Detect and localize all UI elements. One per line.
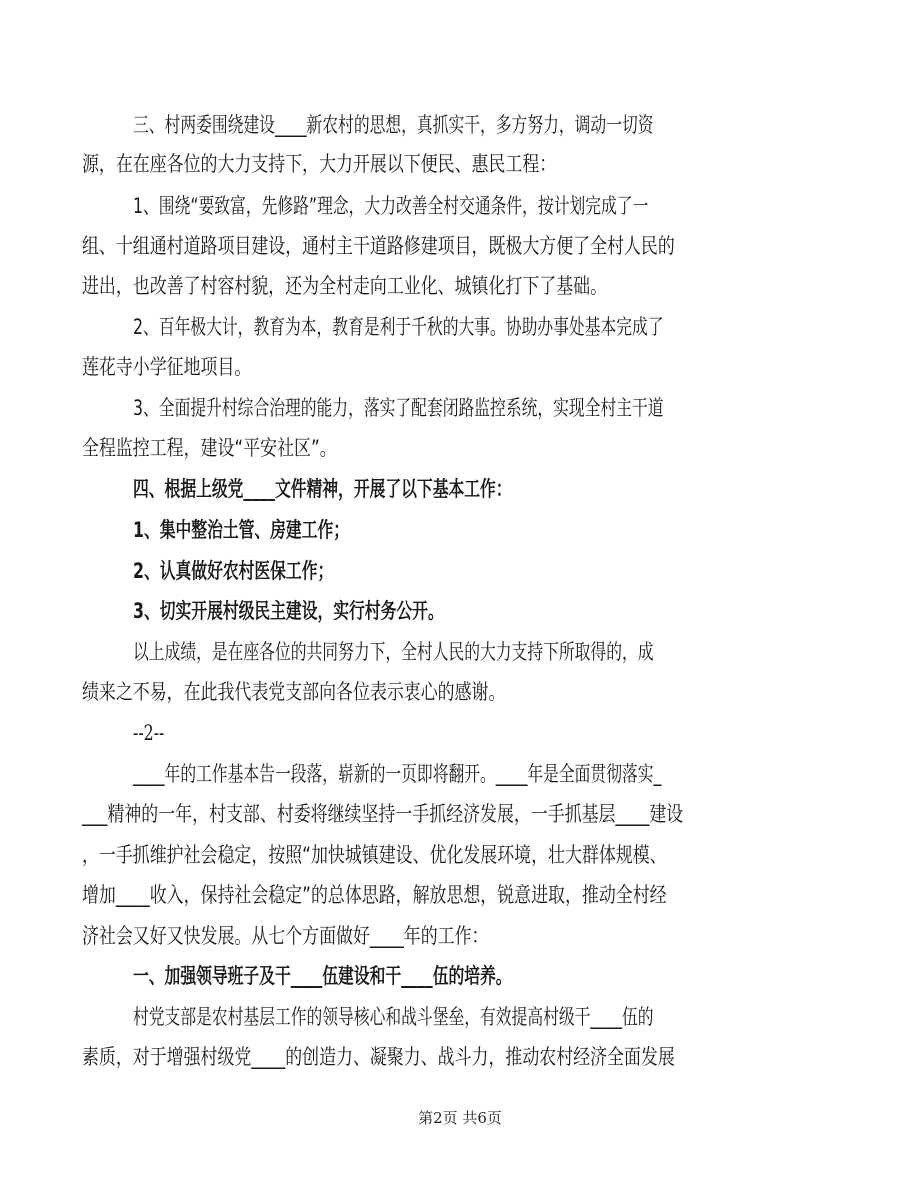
page-separator: --2-- bbox=[133, 721, 165, 745]
section-heading: 四、根据上级党____文件精神，开展了以下基本工作： bbox=[133, 477, 512, 501]
page-number-footer: 第2页 共6页 bbox=[418, 1109, 502, 1127]
paragraph-line: 三、村两委围绕建设____新农村的思想，真抓实干，多方努力，调动一切资 bbox=[133, 113, 654, 137]
paragraph-line: 全程监控工程，建设“平安社区”。 bbox=[82, 436, 337, 460]
paragraph-line: 1、围绕“要致富，先修路”理念，大力改善全村交通条件，按计划完成了一 bbox=[133, 194, 649, 218]
list-item: 2、认真做好农村医保工作； bbox=[133, 559, 334, 583]
paragraph-line: 素质，对于增强村级党____的创造力、凝聚力、战斗力，推动农村经济全面发展 bbox=[82, 1045, 675, 1069]
paragraph-line: 以上成绩，是在座各位的共同努力下，全村人民的大力支持下所取得的，成 bbox=[133, 640, 654, 664]
paragraph-line: ，一手抓维护社会稳定，按照“加快城镇建设、优化发展环境，壮大群体规模、 bbox=[82, 843, 667, 867]
list-item: 3、切实开展村级民主建设，实行村务公开。 bbox=[133, 599, 444, 623]
section-heading: 一、加强领导班子及干____伍建设和干____伍的培养。 bbox=[133, 964, 512, 988]
paragraph-line: 莲花寺小学征地项目。 bbox=[82, 355, 252, 379]
paragraph-line: 组、十组通村道路项目建设，通村主干道路修建项目，既极大方便了全村人民的 bbox=[82, 234, 675, 258]
paragraph-line: 增加____收入，保持社会稳定”的总体思路，解放思想，锐意进取，推动全村经 bbox=[82, 883, 667, 907]
paragraph-line: ___精神的一年，村支部、村委将继续坚持一手抓经济发展，一手抓基层____建设 bbox=[82, 802, 684, 826]
paragraph-line: 绩来之不易，在此我代表党支部向各位表示衷心的感谢。 bbox=[82, 680, 506, 704]
paragraph-line: 2、百年极大计，教育为本，教育是利于千秋的大事。协助办事处基本完成了 bbox=[133, 315, 664, 339]
paragraph-line: 济社会又好又快发展。从七个方面做好____年的工作： bbox=[82, 924, 489, 948]
paragraph-line: 3、全面提升村综合治理的能力，落实了配套闭路监控系统，实现全村主干道 bbox=[133, 396, 664, 420]
paragraph-line: 进出，也改善了村容村貌，还为全村走向工业化、城镇化打下了基础。 bbox=[82, 274, 608, 298]
list-item: 1、集中整治土管、房建工作； bbox=[133, 518, 350, 542]
paragraph-line: 村党支部是农村基层工作的领导核心和战斗堡垒，有效提高村级干____伍的 bbox=[133, 1005, 654, 1029]
paragraph-line: 源，在在座各位的大力支持下，大力开展以下便民、惠民工程： bbox=[82, 152, 557, 176]
paragraph-line: ____年的工作基本告一段落，崭新的一页即将翻开。____年是全面贯彻落实_ bbox=[133, 762, 662, 786]
